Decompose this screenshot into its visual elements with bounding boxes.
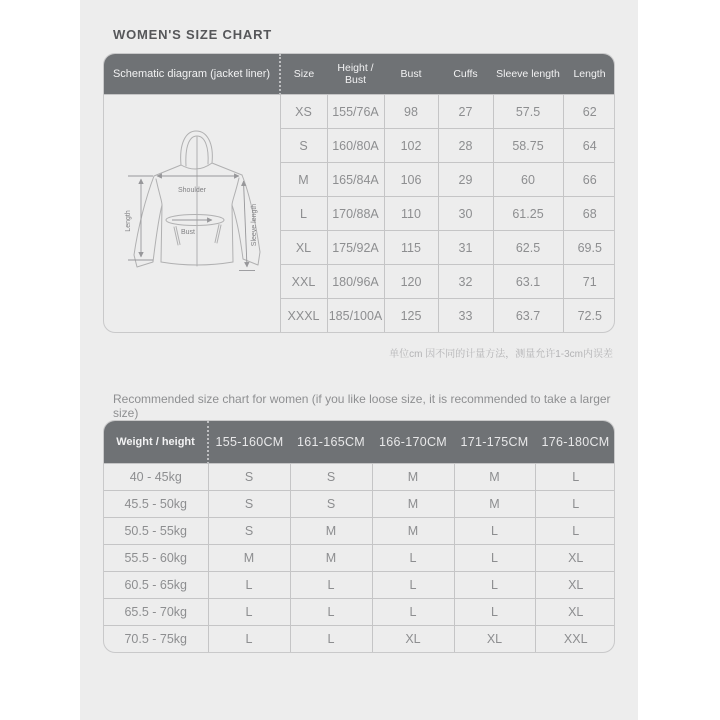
table-cell: XL — [372, 626, 454, 653]
table-cell: 175/92A — [327, 231, 384, 265]
table-cell: 102 — [384, 129, 438, 163]
table-cell: M — [454, 491, 535, 518]
table-cell: XL — [535, 599, 615, 626]
table-row — [104, 626, 615, 653]
table-row — [104, 464, 615, 491]
table-cell: 32 — [438, 265, 493, 299]
recommend-table-container — [103, 420, 615, 653]
table-cell: 110 — [384, 197, 438, 231]
table-cell: 160/80A — [327, 129, 384, 163]
column-header: Bust — [384, 54, 438, 95]
table-cell: XXXL — [280, 299, 327, 333]
recommend-header-row — [104, 421, 615, 464]
diagram-label-shoulder: Shoulder — [177, 187, 206, 194]
table-cell: XL — [280, 231, 327, 265]
height-range-header: 155-160CM — [208, 421, 290, 464]
recommendation-text: Recommended size chart for women (if you like loose size, it is recommended to take a larger size) — [113, 392, 611, 420]
table-row — [104, 599, 615, 626]
column-header: Size — [280, 54, 327, 95]
height-range-header: 176-180CM — [535, 421, 615, 464]
table-cell: S — [290, 491, 372, 518]
table-cell: 60 — [493, 163, 563, 197]
table-row — [104, 95, 615, 129]
table-cell: 58.75 — [493, 129, 563, 163]
table-cell: 65.5 - 70kg — [104, 599, 208, 626]
table-cell: L — [208, 626, 290, 653]
table-cell: 106 — [384, 163, 438, 197]
table-cell: 40 - 45kg — [104, 464, 208, 491]
table-cell: L — [454, 599, 535, 626]
column-header: Sleeve length — [493, 54, 563, 95]
table-row — [104, 491, 615, 518]
table-row — [104, 572, 615, 599]
table-cell: 28 — [438, 129, 493, 163]
table-cell: M — [280, 163, 327, 197]
table-cell: 55.5 - 60kg — [104, 545, 208, 572]
table-cell: XL — [535, 572, 615, 599]
table-cell: M — [454, 464, 535, 491]
table-cell: L — [454, 572, 535, 599]
table-cell: XXL — [280, 265, 327, 299]
table-cell: 31 — [438, 231, 493, 265]
table-cell: 33 — [438, 299, 493, 333]
table-cell: 125 — [384, 299, 438, 333]
table-cell: S — [290, 464, 372, 491]
table-cell: 50.5 - 55kg — [104, 518, 208, 545]
height-range-header: 171-175CM — [454, 421, 535, 464]
table-cell: L — [454, 518, 535, 545]
size-chart-header-row — [104, 54, 615, 95]
table-cell: 70.5 - 75kg — [104, 626, 208, 653]
table-cell: M — [290, 545, 372, 572]
page-title: WOMEN'S SIZE CHART — [113, 27, 273, 42]
table-cell: L — [372, 545, 454, 572]
table-cell: 29 — [438, 163, 493, 197]
table-cell: L — [535, 464, 615, 491]
table-cell: M — [208, 545, 290, 572]
table-cell: L — [290, 572, 372, 599]
table-cell: XL — [454, 626, 535, 653]
diagram-labels — [125, 187, 258, 246]
table-cell: 185/100A — [327, 299, 384, 333]
jacket-outline — [134, 131, 260, 267]
table-cell: 115 — [384, 231, 438, 265]
table-cell: 61.25 — [493, 197, 563, 231]
table-cell: 180/96A — [327, 265, 384, 299]
table-cell: S — [208, 464, 290, 491]
table-cell: M — [372, 518, 454, 545]
table-cell: 27 — [438, 95, 493, 129]
table-cell: 62 — [563, 95, 615, 129]
table-cell: L — [372, 599, 454, 626]
column-header: Length — [563, 54, 615, 95]
table-cell: 63.1 — [493, 265, 563, 299]
size-chart-table-container — [103, 53, 615, 333]
table-cell: 45.5 - 50kg — [104, 491, 208, 518]
table-cell: 72.5 — [563, 299, 615, 333]
table-cell: S — [208, 491, 290, 518]
table-cell: S — [208, 518, 290, 545]
table-cell: 98 — [384, 95, 438, 129]
table-cell: 170/88A — [327, 197, 384, 231]
table-cell: L — [454, 545, 535, 572]
table-cell: 60.5 - 65kg — [104, 572, 208, 599]
table-cell: 64 — [563, 129, 615, 163]
table-cell: S — [280, 129, 327, 163]
measurement-tolerance-note: 单位cm 因不同的计量方法，测量允许1-3cm内误差 — [389, 349, 613, 360]
table-cell: XS — [280, 95, 327, 129]
table-cell: 62.5 — [493, 231, 563, 265]
table-cell: M — [290, 518, 372, 545]
table-cell: 66 — [563, 163, 615, 197]
table-cell: L — [208, 572, 290, 599]
table-cell: 30 — [438, 197, 493, 231]
diagram-label-bust: Bust — [180, 229, 195, 236]
table-cell: 57.5 — [493, 95, 563, 129]
table-cell: L — [372, 572, 454, 599]
diagram-label-sleeve-length: Sleeve length — [250, 203, 258, 247]
table-row — [104, 545, 615, 572]
table-cell: L — [290, 626, 372, 653]
table-cell: L — [535, 518, 615, 545]
table-cell: XL — [535, 545, 615, 572]
diagram-header-cell: Schematic diagram (jacket liner) — [104, 54, 280, 95]
table-cell: M — [372, 491, 454, 518]
table-cell: M — [372, 464, 454, 491]
table-cell: L — [208, 599, 290, 626]
recommend-size-table — [104, 421, 615, 652]
table-cell: 69.5 — [563, 231, 615, 265]
table-cell: 68 — [563, 197, 615, 231]
table-cell: 63.7 — [493, 299, 563, 333]
table-cell: L — [535, 491, 615, 518]
table-cell: L — [280, 197, 327, 231]
table-cell: XXL — [535, 626, 615, 653]
table-cell: L — [290, 599, 372, 626]
diagram-label-length: Length — [124, 210, 132, 232]
jacket-diagram-cell — [104, 95, 280, 333]
height-range-header: 161-165CM — [290, 421, 372, 464]
height-range-header: 166-170CM — [372, 421, 454, 464]
table-cell: 165/84A — [327, 163, 384, 197]
weight-height-header: Weight / height — [104, 421, 208, 464]
content-column — [80, 0, 638, 720]
table-cell: 71 — [563, 265, 615, 299]
column-header: Cuffs — [438, 54, 493, 95]
jacket-schematic-diagram — [122, 127, 262, 297]
table-row — [104, 518, 615, 545]
size-chart-table — [104, 54, 615, 332]
column-header: Height / Bust — [327, 54, 384, 95]
table-cell: 120 — [384, 265, 438, 299]
table-cell: 155/76A — [327, 95, 384, 129]
